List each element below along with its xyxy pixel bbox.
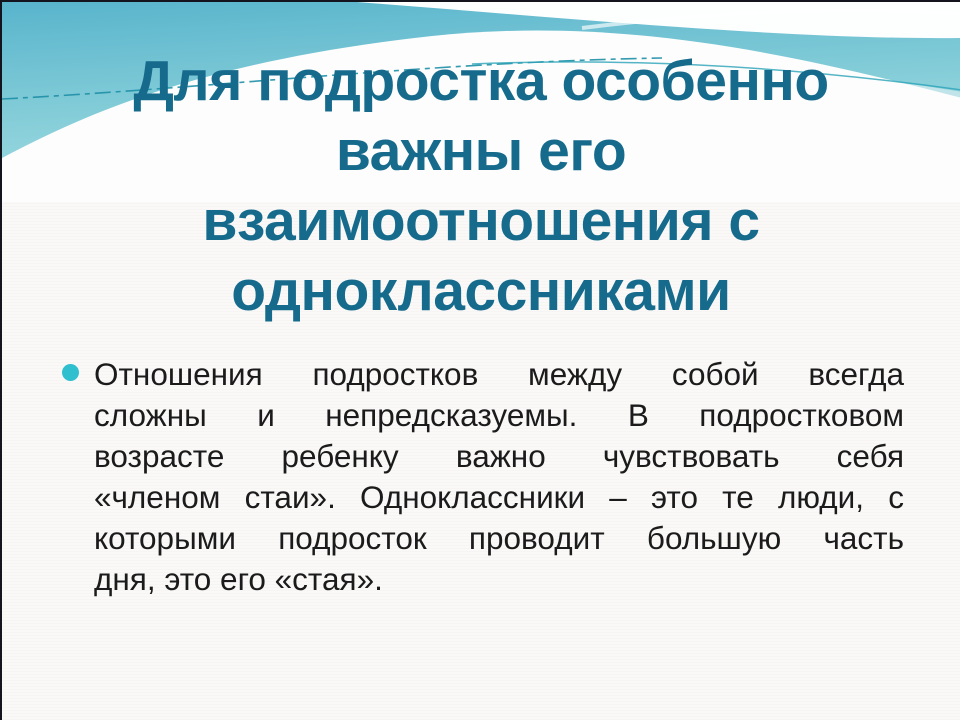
body-line-3: возрасте ребенку важно чувствовать себя <box>94 438 904 474</box>
body-line-6: дня, это его «стая». <box>94 561 383 597</box>
circle-bullet-icon <box>62 364 79 381</box>
body-line-5: которыми подросток проводит большую часть <box>94 520 904 556</box>
title-line-3: взаимоотношения с <box>202 189 760 253</box>
title-line-4: одноклассниками <box>231 259 731 323</box>
slide-body-paragraph <box>62 354 904 600</box>
title-line-2: важны его <box>335 119 627 183</box>
slide-title <box>66 46 896 326</box>
body-line-1: Отношения подростков между собой всегда <box>94 356 904 392</box>
body-line-4: «членом стаи». Одноклассники – это те люди, с <box>94 479 904 515</box>
title-line-1: Для подростка особенно <box>133 49 829 113</box>
body-line-2: сложны и непредсказуемы. В подростковом <box>94 397 904 433</box>
